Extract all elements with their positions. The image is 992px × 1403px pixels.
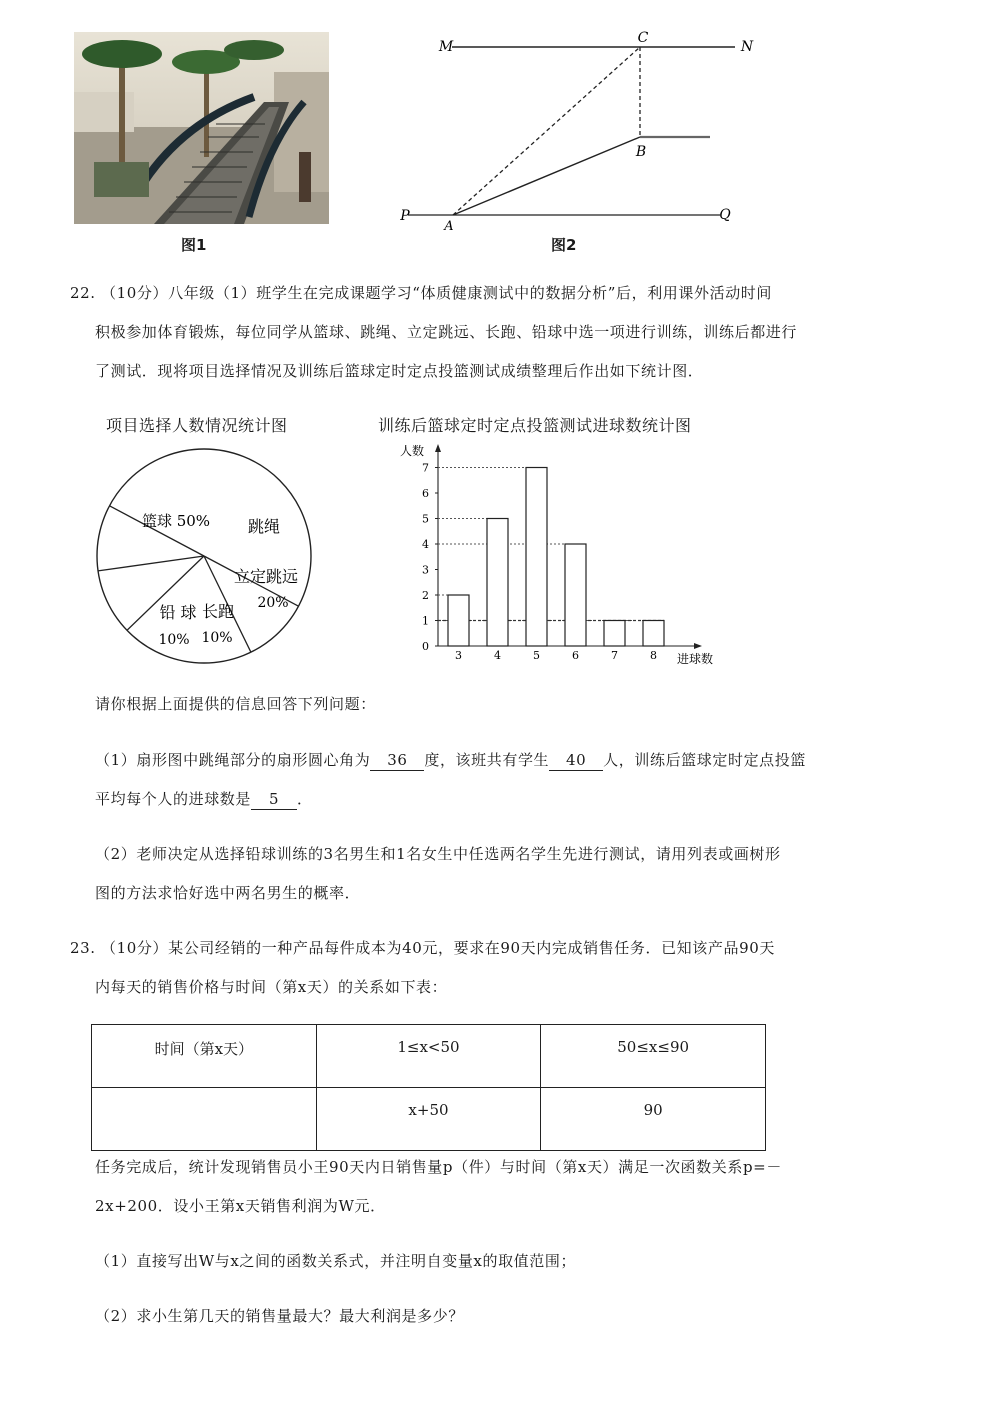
answer-blank-students: 40 xyxy=(549,750,603,771)
pie-label-shotput: 铅 球 xyxy=(159,603,197,622)
q22-prompt: 请你根据上面提供的信息回答下列问题： xyxy=(95,695,376,713)
x-tick-label-3: 3 xyxy=(455,649,462,662)
q22-part2-line2: 图的方法求恰好选中两名男生的概率． xyxy=(95,884,361,902)
answer-blank-average: 5 xyxy=(251,789,297,810)
label-n: N xyxy=(740,39,754,55)
pie-label-shotput-pct: 10% xyxy=(158,632,190,648)
bar-6 xyxy=(565,544,586,646)
price-table-cell-price2: 90 xyxy=(541,1088,766,1151)
price-table-cell-price1: x+50 xyxy=(316,1088,541,1151)
q22-part1-text-c: 人，训练后篮球定时定点投篮 xyxy=(603,751,806,769)
q22-part1-text-d: 平均每个人的进球数是 xyxy=(95,790,252,808)
y-tick-label-2: 2 xyxy=(422,589,429,602)
answer-blank-angle: 36 xyxy=(370,750,424,771)
q22-part2-line1: （2）老师决定从选择铅球训练的3名男生和1名女生中任选两名学生先进行测试，请用列表或画树形 xyxy=(95,845,781,863)
pie-label-longjump: 立定跳远 xyxy=(233,567,299,586)
y-tick-label-4: 4 xyxy=(422,538,429,551)
y-tick-label-6: 6 xyxy=(422,487,429,500)
q22-line-2: 积极参加体育锻炼，每位同学从篮球、跳绳、立定跳远、长跑、铅球中选一项进行训练，训练后都进行 xyxy=(95,323,798,341)
segment-ac xyxy=(453,47,640,215)
bar-ylabel: 人数 xyxy=(399,444,425,458)
bar-4 xyxy=(487,519,508,647)
segment-ab xyxy=(453,137,640,215)
q23-after-line-1: 任务完成后，统计发现销售员小王90天内日销售量p（件）与时间（第x天）满足一次函数关系p=－ xyxy=(95,1158,782,1176)
y-tick-label-1: 1 xyxy=(422,614,429,628)
pie-chart xyxy=(96,440,316,665)
x-tick-label-5: 5 xyxy=(533,649,540,662)
y-axis-arrow xyxy=(435,444,441,452)
escalator-photo xyxy=(74,32,329,224)
pie-label-longjump-pct: 20% xyxy=(257,595,289,611)
pie-label-rope: 跳绳 xyxy=(247,517,281,536)
label-p: P xyxy=(400,208,410,224)
q22-part1-line1 xyxy=(95,750,806,771)
label-q: Q xyxy=(719,207,731,223)
pie-label-running: 长跑 xyxy=(201,602,235,621)
bar-3 xyxy=(448,595,469,646)
label-a: A xyxy=(444,219,454,234)
q23-part2: （2）求小生第几天的销售量最大？最大利润是多少？ xyxy=(95,1307,464,1325)
bar-xlabel: 进球数 xyxy=(676,652,714,666)
q23-after-line-2: 2x+200．设小王第x天销售利润为W元． xyxy=(95,1197,386,1215)
label-c: C xyxy=(637,30,649,46)
price-table-header-range2: 50≤x≤90 xyxy=(541,1025,766,1088)
pie-chart-title: 项目选择人数情况统计图 xyxy=(106,416,288,435)
figure-1-caption: 图1 xyxy=(181,236,207,254)
bar-8 xyxy=(643,621,664,647)
price-table-header-time: 时间（第x天） xyxy=(92,1025,317,1088)
price-table xyxy=(91,1024,766,1151)
q22-part1-text-b: 度，该班共有学生 xyxy=(424,751,550,769)
bar-chart-title: 训练后篮球定时定点投篮测试进球数统计图 xyxy=(378,416,692,435)
y-tick-label-0: 0 xyxy=(422,640,429,653)
bar-chart xyxy=(380,440,725,670)
y-tick-label-7: 7 xyxy=(422,461,429,475)
price-table-header-row xyxy=(92,1025,766,1088)
x-tick-label-7: 7 xyxy=(611,649,618,662)
q22-part1-text-a: （1）扇形图中跳绳部分的扇形圆心角为 xyxy=(95,751,371,769)
q23-part1: （1）直接写出W与x之间的函数关系式，并注明自变量x的取值范围； xyxy=(95,1252,577,1270)
x-tick-label-4: 4 xyxy=(494,649,501,662)
label-b: B xyxy=(635,144,647,160)
geometry-figure xyxy=(390,26,770,236)
y-tick-label-5: 5 xyxy=(422,512,429,526)
pie-label-basketball: 篮球 50% xyxy=(141,512,211,530)
x-axis-arrow xyxy=(694,643,702,649)
q23-line-2: 内每天的销售价格与时间（第x天）的关系如下表： xyxy=(95,978,448,996)
y-tick-label-3: 3 xyxy=(422,563,429,577)
q22-part1-line2 xyxy=(95,789,313,810)
price-table-header-range1: 1≤x<50 xyxy=(316,1025,541,1088)
pie-slice-boundary-4 xyxy=(98,556,204,571)
figure-2-caption: 图2 xyxy=(551,236,577,254)
x-tick-label-8: 8 xyxy=(650,649,657,662)
bar-5 xyxy=(526,468,547,647)
x-tick-label-6: 6 xyxy=(572,649,579,662)
price-table-cell-empty xyxy=(92,1088,317,1151)
q22-line-3: 了测试．现将项目选择情况及训练后篮球定时定点投篮测试成绩整理后作出如下统计图． xyxy=(95,362,704,380)
pie-label-running-pct: 10% xyxy=(201,630,233,646)
label-m: M xyxy=(438,39,454,55)
q23-line-1: 23. （10分）某公司经销的一种产品每件成本为40元，要求在90天内完成销售任务．已知该产品90天 xyxy=(70,939,775,957)
bar-7 xyxy=(604,621,625,647)
price-table-value-row xyxy=(92,1088,766,1151)
q22-part1-text-e: ． xyxy=(297,790,313,808)
q22-line-1: 22. （10分）八年级（1）班学生在完成课题学习“体质健康测试中的数据分析”后，利用课外活动时间 xyxy=(70,284,772,302)
